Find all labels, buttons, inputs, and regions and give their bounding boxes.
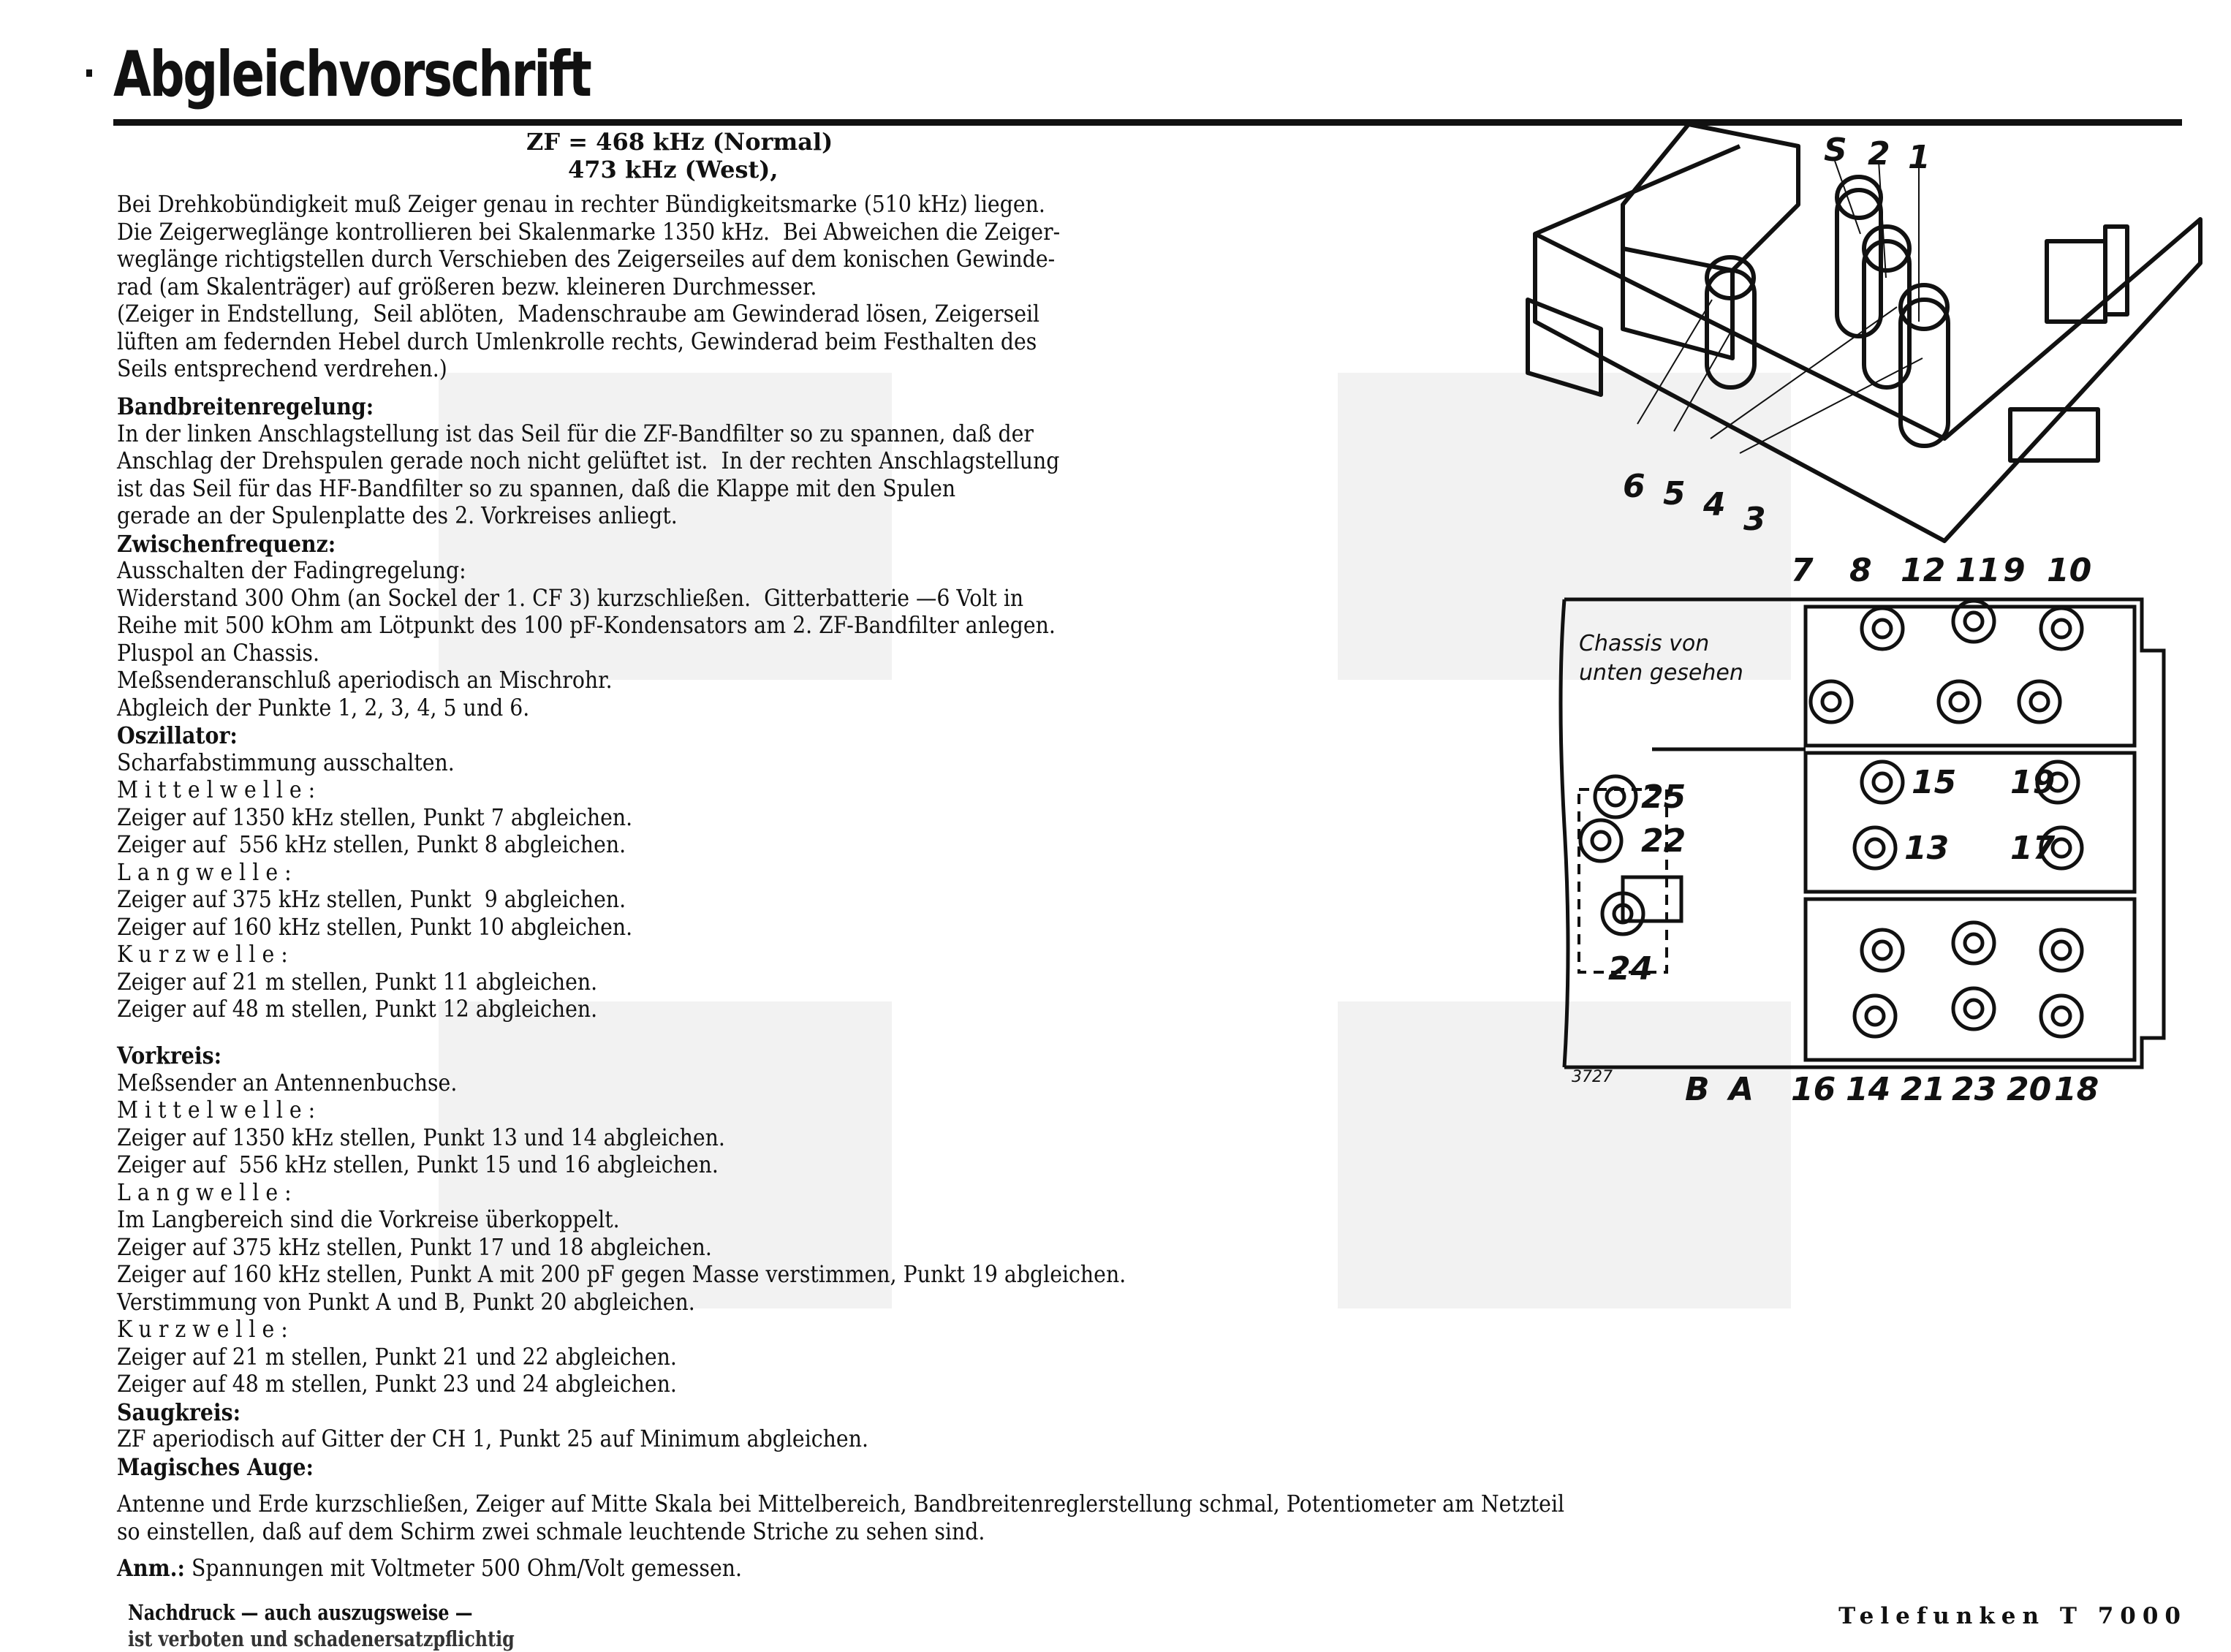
note-label: Anm.:: [117, 1555, 185, 1582]
trimmer-14: [1855, 996, 1895, 1037]
section-heading: Magisches Auge:: [117, 1453, 314, 1481]
instruction-line: ZF aperiodisch auf Gitter der CH 1, Punkt 25 auf Minimum abgleichen.: [117, 1426, 868, 1452]
intro-line: Die Zeigerweglänge kontrollieren bei Skalenmarke 1350 kHz. Bei Abweichen die Zeiger-: [117, 219, 1061, 246]
trimmer-core: [1866, 1007, 1884, 1025]
alignment-sections-b: [117, 1042, 1238, 1481]
trimmer-18: [2041, 996, 2082, 1037]
trimmer-core: [2053, 839, 2070, 857]
instruction-line: In der linken Anschlagstellung ist das Seil für die ZF-Bandfilter so zu spannen, daß der: [117, 420, 1034, 447]
component-block: [2105, 227, 2127, 314]
label-1: 1: [1908, 139, 1931, 176]
section-heading: Saugkreis:: [117, 1398, 241, 1426]
instruction-line: Zeiger auf 556 kHz stellen, Punkt 8 abgleichen.: [117, 832, 626, 858]
band-heading: Langwelle:: [117, 859, 298, 886]
instruction-line: Meßsender an Antennenbuchse.: [117, 1069, 458, 1096]
figure-number: 3727: [1572, 1068, 1613, 1086]
point-label-20: 20: [2007, 1071, 2052, 1108]
label-3: 3: [1743, 501, 1766, 538]
point-label-11: 11: [1955, 552, 2001, 589]
trimmer-core: [1965, 613, 1982, 630]
label-2: 2: [1868, 135, 1890, 173]
caption-line-2: unten gesehen: [1579, 660, 1743, 686]
intro-paragraph: [117, 192, 1165, 384]
alignment-sections-a: [117, 393, 1164, 1024]
trimmer-23: [1953, 988, 1994, 1029]
transformer-block: [1623, 124, 1798, 270]
point-label-A: A: [1729, 1071, 1754, 1108]
magic-eye-line: so einstellen, daß auf dem Schirm zwei schmale leuchtende Striche zu sehen sind.: [117, 1518, 985, 1545]
point-label-B: B: [1685, 1071, 1710, 1108]
point-label-16: 16: [1791, 1071, 1836, 1108]
intro-line: weglänge richtigstellen durch Verschieben des Zeigerseiles auf dem konischen Gewinde-: [117, 246, 1056, 273]
band-heading: Langwelle:: [117, 1179, 298, 1206]
trimmer-core: [2053, 941, 2070, 959]
instruction-line: Zeiger auf 48 m stellen, Punkt 12 abgleichen.: [117, 996, 598, 1023]
magic-eye-line: Antenne und Erde kurzschließen, Zeiger auf Mitte Skala bei Mittelbereich, Bandbreitenreglerstellung schmal, Potentiometer am Netzteil: [117, 1491, 1565, 1518]
trimmer-13: [1855, 827, 1895, 868]
point-label-23: 23: [1952, 1071, 1997, 1108]
instruction-line: Ausschalten der Fadingregelung:: [117, 558, 466, 584]
band-heading: Mittelwelle:: [117, 1097, 322, 1124]
trimmer-10: [2041, 608, 2082, 649]
title-bullet: [86, 69, 92, 77]
point-label-7: 7: [1791, 552, 1814, 589]
instruction-line: Zeiger auf 375 kHz stellen, Punkt 17 und 18 abgleichen.: [117, 1234, 712, 1261]
trimmer-20: [2041, 930, 2082, 971]
trimmer-core: [1950, 693, 1968, 711]
note-text: Spannungen mit Voltmeter 500 Ohm/Volt gemessen.: [184, 1556, 743, 1582]
trimmer-21: [1953, 922, 1994, 963]
point-label-17: 17: [2010, 830, 2056, 867]
instruction-line: Zeiger auf 160 kHz stellen, Punkt A mit 200 pF gegen Masse verstimmen, Punkt 19 abgleichen.: [117, 1262, 1126, 1288]
instruction-line: Zeiger auf 556 kHz stellen, Punkt 15 und 16 abgleichen.: [117, 1152, 719, 1178]
instruction-line: Zeiger auf 48 m stellen, Punkt 23 und 24 abgleichen.: [117, 1371, 677, 1398]
trimmer-core: [2053, 1007, 2070, 1025]
intro-line: (Zeiger in Endstellung, Seil ablöten, Madenschraube am Gewinderad lösen, Zeigerseil: [117, 301, 1040, 327]
section-heading: Bandbreitenregelung:: [117, 393, 374, 420]
trimmer-16: [1862, 930, 1903, 971]
trimmer-core: [1965, 1000, 1982, 1018]
instruction-line: ist das Seil für das HF-Bandfilter so zu spannen, daß die Klappe mit den Spulen: [117, 475, 956, 502]
page-title: Abgleichvorschrift: [113, 38, 591, 111]
copyright-line-1: Nachdruck — auch auszugsweise —: [128, 1600, 473, 1625]
band-heading: Kurzwelle:: [117, 1316, 295, 1343]
point-label-10: 10: [2047, 552, 2092, 589]
point-label-22: 22: [1641, 822, 1686, 860]
point-label-19: 19: [2010, 764, 2056, 801]
instruction-line: Zeiger auf 21 m stellen, Punkt 11 abgleichen.: [117, 969, 598, 996]
magic-eye-paragraph: [117, 1491, 1725, 1583]
intro-line: Bei Drehkobündigkeit muß Zeiger genau in rechter Bündigkeitsmarke (510 kHz) liegen.: [117, 192, 1045, 218]
instruction-line: Zeiger auf 160 kHz stellen, Punkt 10 abgleichen.: [117, 914, 633, 941]
trimmer-8: [1862, 608, 1903, 649]
point-label-13: 13: [1904, 830, 1950, 867]
instruction-line: Zeiger auf 1350 kHz stellen, Punkt 7 abgleichen.: [117, 804, 633, 831]
instruction-line: Anschlag der Drehspulen gerade noch nicht gelüftet ist. In der rechten Anschlagstellung: [117, 448, 1060, 474]
trimmer-core: [1965, 934, 1982, 952]
trimmer-7: [1811, 681, 1852, 722]
point-label-18: 18: [2054, 1071, 2099, 1108]
copyright-notice: [128, 1599, 515, 1651]
trimmer-22: [1580, 820, 1621, 861]
instruction-line: Scharfabstimmung ausschalten.: [117, 749, 455, 776]
chassis-top-diagram: [1520, 132, 2208, 541]
trimmer-core: [1874, 773, 1891, 791]
instruction-line: Im Langbereich sind die Vorkreise überkoppelt.: [117, 1207, 620, 1233]
instruction-line: Pluspol an Chassis.: [117, 640, 320, 667]
intro-line: Seils entsprechend verdrehen.): [117, 356, 447, 382]
section-heading: Zwischenfrequenz:: [117, 530, 336, 558]
band-heading: Mittelwelle:: [117, 777, 322, 803]
point-label-25: 25: [1641, 778, 1686, 816]
trimmer-25: [1595, 776, 1636, 817]
band-heading: Kurzwelle:: [117, 941, 295, 968]
instruction-line: Meßsenderanschluß aperiodisch an Mischrohr.: [117, 667, 613, 694]
trimmer-15: [1862, 762, 1903, 803]
label-6: 6: [1623, 468, 1645, 505]
trimmer-core: [1592, 832, 1610, 849]
zf-frequency: [526, 128, 833, 183]
label-5: 5: [1663, 475, 1686, 512]
instruction-line: Reihe mit 500 kOhm am Lötpunkt des 100 pF-Kondensators am 2. ZF-Bandfilter anlegen.: [117, 613, 1056, 639]
label-s: S: [1824, 132, 1847, 169]
point-label-24: 24: [1608, 950, 1654, 988]
trimmer-core: [1874, 941, 1891, 959]
copyright-line-2: ist verboten und schadenersatzpflichtig: [128, 1626, 515, 1651]
chassis-tab: [1528, 300, 1601, 395]
trimmer-core: [1866, 839, 1884, 857]
point-label-8: 8: [1849, 552, 1872, 589]
trimmer-12: [1939, 681, 1980, 722]
instruction-line: gerade an der Spulenplatte des 2. Vorkreises anliegt.: [117, 503, 678, 529]
chassis-break-line: [1561, 599, 1568, 1067]
instruction-line: Widerstand 300 Ohm (an Sockel der 1. CF 3) kurzschließen. Gitterbatterie —6 Volt in: [117, 585, 1024, 612]
point-label-12: 12: [1901, 552, 1946, 589]
instruction-line: Zeiger auf 1350 kHz stellen, Punkt 13 und 14 abgleichen.: [117, 1124, 725, 1151]
chassis-bottom-diagram: [1542, 548, 2230, 1108]
section-heading: Oszillator:: [117, 722, 238, 749]
point-label-15: 15: [1912, 764, 1957, 801]
compartment-middle: [1806, 753, 2135, 892]
label-4: 4: [1703, 486, 1726, 523]
point-label-21: 21: [1901, 1071, 1946, 1108]
zf-line-west: 473 kHz (West),: [568, 156, 779, 183]
instruction-line: Verstimmung von Punkt A und B, Punkt 20 abgleichen.: [117, 1289, 695, 1316]
zf-line-normal: ZF = 468 kHz (Normal): [526, 128, 833, 156]
intro-line: lüften am federnden Hebel durch Umlenkrolle rechts, Gewinderad beim Festhalten des: [117, 328, 1037, 355]
instruction-line: Zeiger auf 21 m stellen, Punkt 21 und 22 abgleichen.: [117, 1344, 677, 1371]
caption-line-1: Chassis von: [1579, 631, 1710, 656]
note-line: [117, 1555, 1564, 1583]
instruction-line: Abgleich der Punkte 1, 2, 3, 4, 5 und 6.: [117, 694, 530, 721]
section-heading: Vorkreis:: [117, 1042, 222, 1069]
trimmer-core: [2031, 693, 2048, 711]
trimmer-9: [2019, 681, 2060, 722]
instruction-line: Zeiger auf 375 kHz stellen, Punkt 9 abgleichen.: [117, 887, 626, 913]
title-rule: [113, 119, 2182, 126]
trimmer-core: [1874, 620, 1891, 637]
trimmer-core: [2053, 620, 2070, 637]
model-name: Telefunken T 7000: [1838, 1603, 2187, 1629]
intro-line: rad (am Skalenträger) auf größeren bezw. kleineren Durchmesser.: [117, 273, 817, 300]
point-label-14: 14: [1846, 1071, 1891, 1108]
trimmer-core: [1822, 693, 1840, 711]
point-label-9: 9: [2003, 552, 2026, 589]
